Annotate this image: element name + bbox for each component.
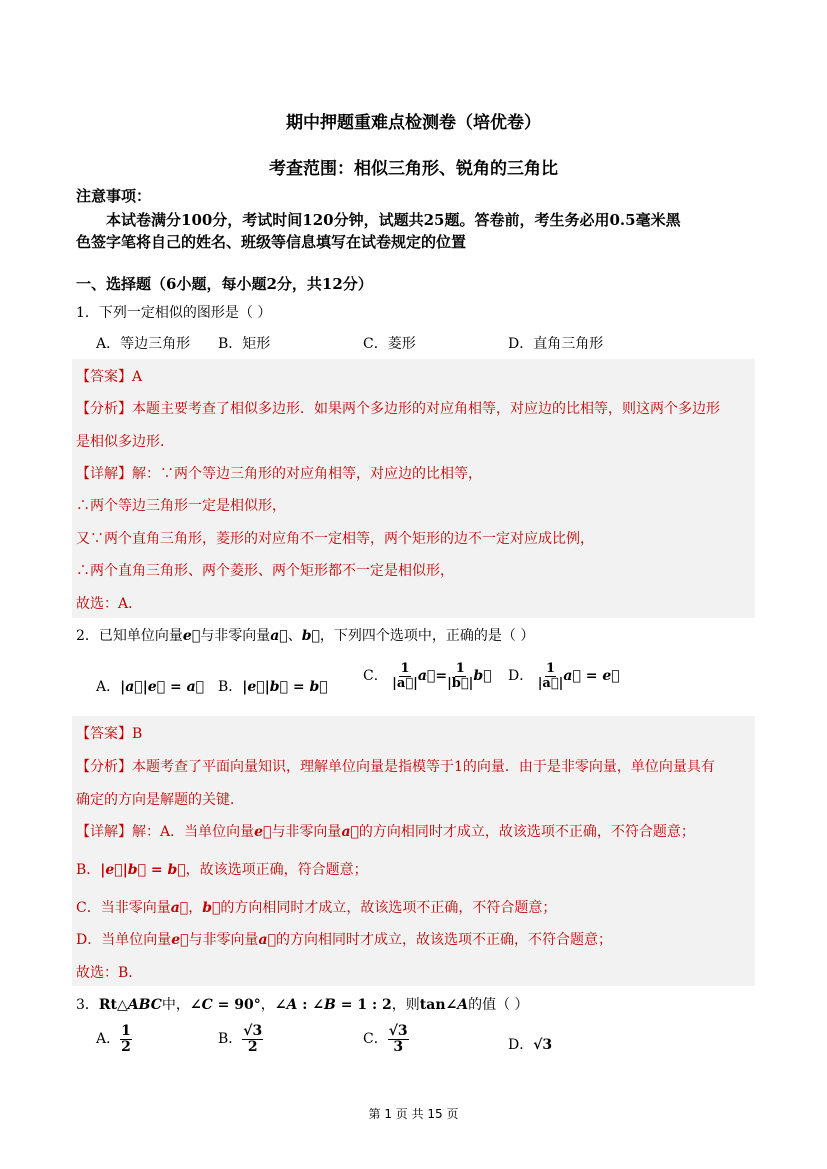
q2-option-b: B．|e⃗|b⃗ = b⃗ bbox=[218, 679, 328, 695]
q2-option-a: A．|a⃗|e⃗ = a⃗ bbox=[96, 679, 205, 695]
q1-option-c: C．菱形 bbox=[363, 336, 416, 352]
q1-detail-line-3: 又∵两个直角三角形，菱形的对应角不一定相等，两个矩形的边不一定对应成比例， bbox=[76, 531, 594, 547]
q2-answer: 【答案】B bbox=[76, 726, 143, 742]
q1-detail-line-4: ∴两个直角三角形、两个菱形、两个矩形都不一定是相似形， bbox=[76, 563, 454, 579]
q3-option-c: C． $\frac{√3}{3}$ bbox=[363, 1023, 408, 1055]
q1-stem: 1．下列一定相似的图形是（ ） bbox=[76, 305, 272, 321]
q2-detail-line-3: C．当非零向量a⃗，b⃗的方向相同时才成立，故该选项不正确，不符合题意； bbox=[76, 900, 557, 916]
notice-line-1: 本试卷满分100分，考试时间120分钟，试题共25题。答卷前，考生务必用0.5毫米黑 bbox=[106, 211, 681, 229]
notice-heading: 注意事项： bbox=[76, 187, 152, 205]
q1-option-d: D．直角三角形 bbox=[508, 336, 604, 352]
q3-stem: 3．Rt△ABC中，∠C = 90°，∠A : ∠B = 1 : 2，则tan∠A的值（ ） bbox=[76, 997, 529, 1013]
page-title: 期中押题重难点检测卷（培优卷） bbox=[286, 113, 541, 133]
q2-option-d: D． $\frac{1}{|a⃗|}$ a⃗ = e⃗ bbox=[508, 661, 620, 691]
q1-analysis-line-1: 【分析】本题主要考查了相似多边形．如果两个多边形的对应角相等，对应边的比相等，则这两个多边形 bbox=[76, 401, 720, 417]
q3-option-a: A． $\frac{1}{2}$ bbox=[96, 1023, 131, 1055]
q2-option-c: C． $\frac{1}{|a⃗|}$ a⃗= $\frac{1}{|b⃗|}$ b⃗ bbox=[363, 661, 492, 691]
q1-detail-line-2: ∴两个等边三角形一定是相似形， bbox=[76, 498, 286, 514]
q2-stem: 2．已知单位向量e⃗与非零向量a⃗、b⃗，下列四个选项中，正确的是（ ） bbox=[76, 628, 535, 644]
q2-detail-line-1: 【详解】解：A．当单位向量e⃗与非零向量a⃗的方向相同时才成立，故该选项不正确，不符合题意； bbox=[76, 824, 695, 840]
q2-detail-line-2: B．|e⃗|b⃗ = b⃗，故该选项正确，符合题意； bbox=[76, 862, 368, 878]
notice-line-2: 色签字笔将自己的姓名、班级等信息填写在试卷规定的位置 bbox=[76, 233, 467, 251]
q1-analysis-line-2: 是相似多边形． bbox=[76, 434, 174, 450]
q2-detail-line-5: 故选：B． bbox=[76, 965, 143, 981]
q3-option-b: B． $\frac{√3}{2}$ bbox=[218, 1023, 263, 1055]
q2-detail-line-4: D．当单位向量e⃗与非零向量a⃗的方向相同时才成立，故该选项不正确，不符合题意； bbox=[76, 932, 613, 948]
section-heading: 一、选择题（6小题，每小题2分，共12分） bbox=[76, 275, 373, 293]
q2-analysis-line-2: 确定的方向是解题的关键． bbox=[76, 792, 244, 808]
q1-detail-line-5: 故选：A． bbox=[76, 596, 143, 612]
q1-detail-line-1: 【详解】解：∵两个等边三角形的对应角相等，对应边的比相等， bbox=[76, 466, 482, 482]
q1-option-b: B．矩形 bbox=[218, 336, 271, 352]
page-footer: 第 1 页 共 15 页 bbox=[368, 1107, 459, 1121]
exam-scope: 考查范围：相似三角形、锐角的三角比 bbox=[269, 159, 558, 179]
q1-option-a: A．等边三角形 bbox=[96, 336, 191, 352]
q3-option-d: D．√3 bbox=[508, 1037, 553, 1053]
q1-answer: 【答案】A bbox=[76, 369, 143, 385]
q2-analysis-line-1: 【分析】本题考查了平面向量知识，理解单位向量是指模等于1的向量．由于是非零向量，单位向量具有 bbox=[76, 759, 715, 775]
